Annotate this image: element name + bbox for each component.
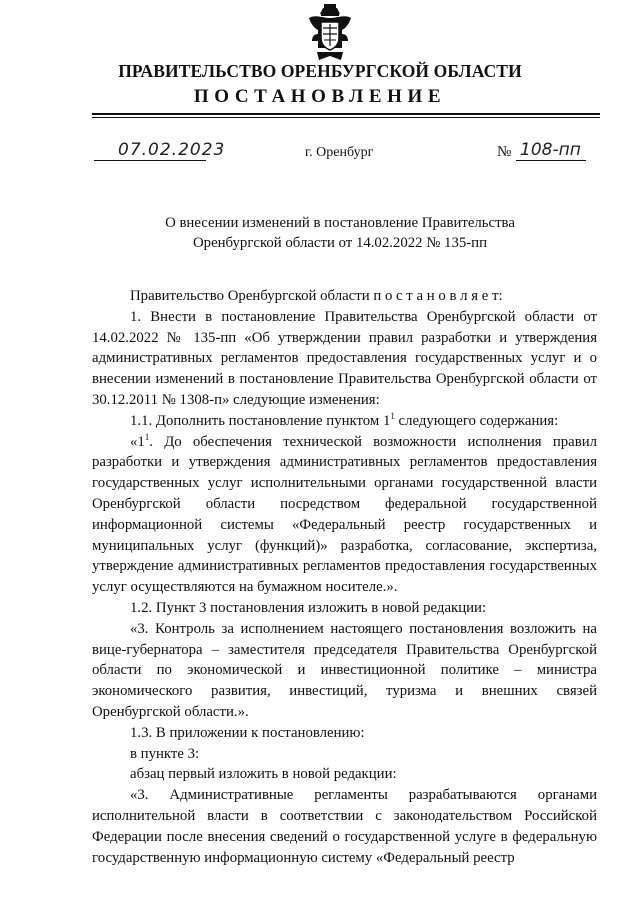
decree-body	[92, 286, 597, 868]
number-underline	[516, 160, 586, 161]
date-underline	[94, 160, 206, 161]
header-divider-thin	[92, 117, 600, 118]
number-sign: №	[497, 144, 512, 160]
superscript: 1	[390, 410, 395, 421]
subject-line-2: Оренбургской области от 14.02.2022 № 135-пп	[192, 235, 487, 251]
body-paragraph-quote-3-new: «3. Административные регламенты разрабатываются органами исполнительной власти в соответствии с законодательством Российской Федерации после внесения сведений о государственной услуге в федеральную государственную информационную систему «Федеральный реестр	[92, 787, 597, 866]
body-paragraph-quote-3: «3. Контроль за исполнением настоящего постановления возложить на вице-губернатора – заместителя председателя Правительства Оренбургской области по экономической и инвестиционной политике – министра экономического развития, инвестиций, туризма и внешних связей Оренбургской области.».	[92, 620, 597, 720]
body-paragraph-quote-1-1	[92, 432, 597, 598]
subject-line-1: О внесении изменений в постановление Правительства	[165, 215, 515, 231]
body-paragraph-first-abzac: абзац первый изложить в новой редакции:	[130, 766, 397, 783]
text-fragment: 1.1. Дополнить постановление пунктом 1	[130, 412, 391, 429]
government-title: ПРАВИТЕЛЬСТВО ОРЕНБУРГСКОЙ ОБЛАСТИ	[118, 61, 522, 81]
text-fragment: . До обеспечения технической возможности исполнения правил разработки и утверждения административных регламентов предоставления государственных услуг исполнительными органами государственной власти Оренбургской области посредством федеральной государственной информационной системы «Федеральный реестр государственных и муниципальных услуг (функций)» разработка, согласование, экспертиза, утверждение административных регламентов предоставления государственных услуг осуществляются на бумажном носителе.».	[92, 433, 597, 596]
header-divider-thick	[92, 113, 600, 115]
decree-number: 108-пп	[520, 140, 581, 160]
text-fragment: «1	[130, 433, 145, 450]
body-preamble: Правительство Оренбургской области п о с т а н о в л я е т:	[130, 288, 503, 304]
superscript: 1	[144, 431, 150, 442]
decree-subject	[90, 213, 590, 253]
coat-of-arms-icon	[305, 4, 355, 62]
body-paragraph-1-3: 1.3. В приложении к постановлению:	[130, 724, 365, 741]
body-paragraph-1-1	[92, 411, 597, 432]
city-label: г. Оренбург	[305, 145, 374, 160]
decree-title: ПОСТАНОВЛЕНИЕ	[193, 86, 447, 107]
decree-date: 07.02.2023	[118, 140, 226, 160]
body-paragraph-1-2: 1.2. Пункт 3 постановления изложить в новой редакции:	[130, 599, 487, 616]
body-paragraph-point-3: в пункте 3:	[130, 745, 200, 762]
body-paragraph-1: 1. Внести в постановление Правительства Оренбургской области от 14.02.2022 № 135-пп «Об утверждении правил разработки и утверждения административных регламентов предоставления государственных услуг и о внесении изменений в постановление Правительства Оренбургской области от 30.12.2011 № 1308-п» следующие изменения:	[92, 308, 597, 408]
text-fragment: следующего содержания:	[394, 412, 559, 429]
